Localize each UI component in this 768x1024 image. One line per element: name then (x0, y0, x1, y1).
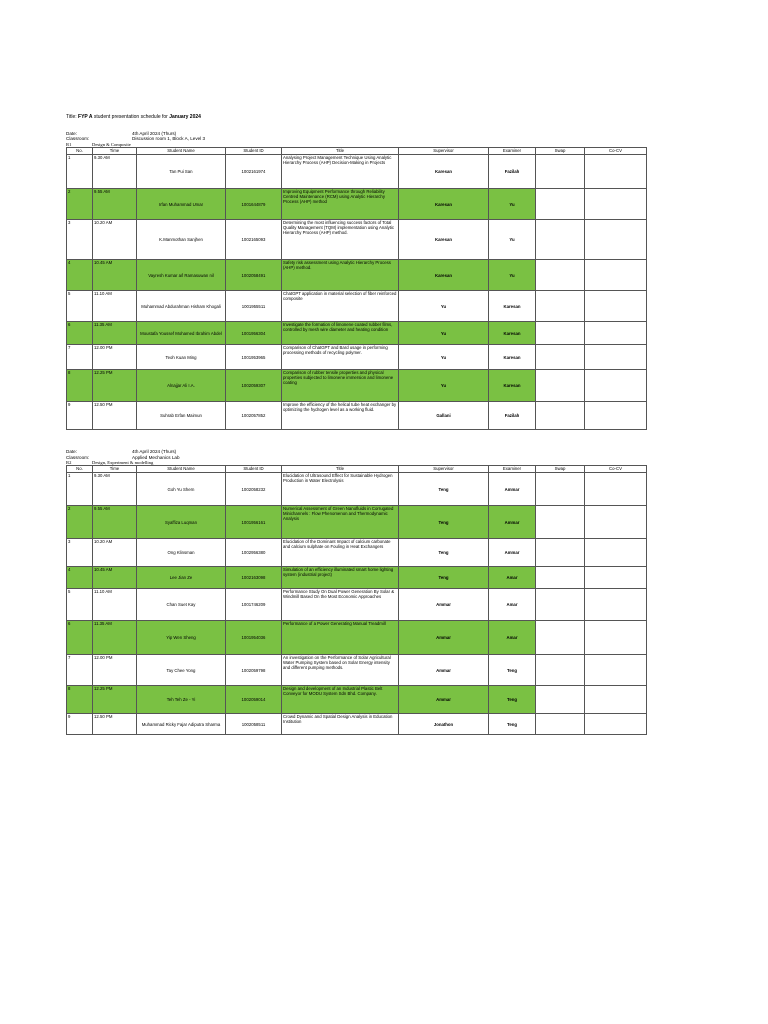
cell-supervisor: Ammar (399, 655, 489, 686)
column-header-student-id: Student ID (226, 148, 282, 155)
cell-project-title: Comparison of ChatGPT and Bard usage in performing processing methods of recycling polymer. (282, 345, 399, 370)
cell-student-id: 1001954036 (226, 621, 282, 655)
cell-co-cv (585, 370, 647, 402)
cell-student-name: Muhammad Ricky Fajar Adiputra Sharma (137, 714, 226, 735)
cell-student-id: 1002058491 (226, 260, 282, 291)
cell-student-name: Irfan Muhammad Umar (137, 189, 226, 220)
table-row (67, 260, 647, 291)
cell-student-id: 1001956161 (226, 506, 282, 539)
cell-student-id: 1002058511 (226, 714, 282, 735)
cell-time: 12.50 PM (93, 714, 137, 735)
cell-project-title: Investigate the formation of limonene coated rubber films, controlled by mesh wire diameter and heating condition (282, 322, 399, 345)
cell-time: 9.55 AM (93, 506, 137, 539)
cell-supervisor: Ammar (399, 686, 489, 714)
cell-supervisor: Gallani (399, 402, 489, 430)
cell-time: 9.30 AM (93, 473, 137, 506)
sections-container (66, 131, 646, 735)
schedule-table (66, 465, 647, 735)
cell-student-id: 1001644879 (226, 189, 282, 220)
cell-supervisor: Teng (399, 473, 489, 506)
cell-co-cv (585, 567, 647, 589)
cell-supervisor: Yu (399, 345, 489, 370)
table-body (67, 473, 647, 735)
cell-co-cv (585, 322, 647, 345)
cell-project-title: An investigation on the Performance of Solar Agricultural Water Pumping System based on Solar Energy intensity and different pumping methods. (282, 655, 399, 686)
cell-supervisor: Karesan (399, 220, 489, 260)
schedule-section-1 (66, 131, 646, 430)
table-row (67, 714, 647, 735)
schedule-table (66, 147, 647, 430)
cell-time: 11.10 AM (93, 589, 137, 621)
cell-student-name: Yip Wen Sheng (137, 621, 226, 655)
cell-time: 9.30 AM (93, 155, 137, 189)
cell-examiner: Amar (489, 589, 536, 621)
cell-time: 12.00 PM (93, 655, 137, 686)
room-description: Design, Experiment & modelling (92, 459, 154, 465)
cell-student-name: Teoh Kuan Ming (137, 345, 226, 370)
cell-project-title: Performance of a Power Generating Manual Treadmill (282, 621, 399, 655)
table-row (67, 506, 647, 539)
cell-co-cv (585, 621, 647, 655)
room-code: R1 (66, 141, 72, 147)
cell-no: 8 (67, 370, 93, 402)
cell-student-name: Lee Jian Ze (137, 567, 226, 589)
cell-student-id: 1002165093 (226, 220, 282, 260)
cell-no: 1 (67, 473, 93, 506)
cell-student-name: Teh Teh Ze - Yi (137, 686, 226, 714)
table-row (67, 291, 647, 322)
cell-examiner: Ammar (489, 539, 536, 567)
cell-examiner: Teng (489, 655, 536, 686)
section-meta (66, 449, 646, 465)
schedule-page (66, 114, 646, 735)
title-bold-fyp: FYP A (78, 114, 93, 120)
cell-swap (536, 291, 585, 322)
date-label: Date: (66, 449, 77, 455)
cell-no: 6 (67, 621, 93, 655)
cell-student-id: 1002956380 (226, 539, 282, 567)
cell-swap (536, 189, 585, 220)
cell-swap (536, 345, 585, 370)
cell-swap (536, 473, 585, 506)
table-row (67, 686, 647, 714)
column-header-supervisor: Supervisor (399, 148, 489, 155)
cell-time: 9.55 AM (93, 189, 137, 220)
date-value: 4th April 2024 (Thurs) (132, 449, 177, 455)
cell-co-cv (585, 220, 647, 260)
cell-time: 10.20 AM (93, 220, 137, 260)
cell-project-title: Design and development of an Industrial Plastic Belt Conveyor for MODU System Sdn Bhd. Company. (282, 686, 399, 714)
column-header-examiner: Examiner (489, 148, 536, 155)
table-row (67, 655, 647, 686)
cell-time: 11.35 AM (93, 621, 137, 655)
table-row (67, 567, 647, 589)
cell-student-id: 1002057852 (226, 402, 282, 430)
cell-student-name: Syaffiza Luqman (137, 506, 226, 539)
cell-examiner: Karesan (489, 322, 536, 345)
column-header-project-title: Title (282, 466, 399, 473)
cell-no: 2 (67, 189, 93, 220)
column-header-swap: Swap (536, 466, 585, 473)
cell-examiner: Teng (489, 714, 536, 735)
date-value: 4th April 2024 (Thurs) (132, 131, 177, 136)
table-row (67, 402, 647, 430)
cell-student-name: Vayresh Kumar a/l Ramasuwan nil (137, 260, 226, 291)
cell-no: 9 (67, 402, 93, 430)
table-row (67, 473, 647, 506)
cell-no: 9 (67, 714, 93, 735)
cell-project-title: Performance Study On Dual Power Generation By Solar & Windmill Based On the Most Economic Approaches (282, 589, 399, 621)
cell-time: 10.45 AM (93, 260, 137, 291)
cell-co-cv (585, 473, 647, 506)
cell-swap (536, 506, 585, 539)
title-prefix: Title: (66, 114, 79, 120)
cell-examiner: Ammar (489, 506, 536, 539)
cell-supervisor: Yu (399, 370, 489, 402)
classroom-value: Applied Mechanics Lab (132, 454, 180, 460)
section-meta (66, 131, 646, 147)
cell-co-cv (585, 506, 647, 539)
cell-examiner: Yu (489, 189, 536, 220)
cell-supervisor: Yu (399, 322, 489, 345)
cell-no: 1 (67, 155, 93, 189)
cell-supervisor: Teng (399, 539, 489, 567)
cell-student-id: 1002059307 (226, 370, 282, 402)
column-header-project-title: Title (282, 148, 399, 155)
cell-swap (536, 621, 585, 655)
table-body (67, 155, 647, 430)
table-row (67, 155, 647, 189)
cell-no: 5 (67, 291, 93, 322)
cell-examiner: Karesan (489, 345, 536, 370)
cell-no: 3 (67, 539, 93, 567)
cell-no: 7 (67, 345, 93, 370)
cell-no: 4 (67, 260, 93, 291)
cell-time: 11.35 AM (93, 322, 137, 345)
cell-co-cv (585, 589, 647, 621)
cell-supervisor: Ammar (399, 621, 489, 655)
table-row (67, 220, 647, 260)
column-header-student-name: Student Name (137, 148, 226, 155)
cell-student-name: Chan Suet Kay (137, 589, 226, 621)
cell-swap (536, 155, 585, 189)
schedule-section-2 (66, 449, 646, 735)
cell-student-id: 1002163098 (226, 567, 282, 589)
cell-project-title: Numerical Assessment of Green Nanofluids in Corrugated Minichannels : Flow Phenomenon and Thermodynamic Analysis (282, 506, 399, 539)
cell-no: 7 (67, 655, 93, 686)
cell-co-cv (585, 260, 647, 291)
cell-supervisor: Teng (399, 567, 489, 589)
table-row (67, 189, 647, 220)
cell-time: 12.50 PM (93, 402, 137, 430)
cell-time: 12.25 PM (93, 370, 137, 402)
cell-swap (536, 686, 585, 714)
cell-time: 10.20 AM (93, 539, 137, 567)
cell-no: 2 (67, 506, 93, 539)
title-middle: student presentation schedule for (92, 114, 170, 120)
table-header-row (67, 148, 647, 155)
cell-student-name: Alnajjar Ali I.A. (137, 370, 226, 402)
cell-student-name: Goh Yu Shern (137, 473, 226, 506)
cell-supervisor: Ammar (399, 589, 489, 621)
cell-swap (536, 714, 585, 735)
cell-examiner: Ammar (489, 473, 536, 506)
cell-co-cv (585, 345, 647, 370)
title-bold-month: January 2024 (169, 114, 201, 120)
cell-time: 11.10 AM (93, 291, 137, 322)
cell-examiner: Karesan (489, 370, 536, 402)
cell-student-name: K.Manmothan Sanjhen (137, 220, 226, 260)
column-header-supervisor: Supervisor (399, 466, 489, 473)
cell-no: 3 (67, 220, 93, 260)
cell-co-cv (585, 291, 647, 322)
cell-student-id: 1001956304 (226, 322, 282, 345)
cell-co-cv (585, 686, 647, 714)
cell-no: 6 (67, 322, 93, 345)
cell-student-name: Ong Klinsman (137, 539, 226, 567)
cell-student-name: Muhammad Abdurahman Hisham Khogali (137, 291, 226, 322)
cell-student-id: 1002058232 (226, 473, 282, 506)
cell-no: 4 (67, 567, 93, 589)
cell-supervisor: Karesan (399, 189, 489, 220)
column-header-no: No. (67, 466, 93, 473)
cell-student-id: 1001955511 (226, 291, 282, 322)
cell-student-name: Tay Chee Yong (137, 655, 226, 686)
column-header-student-name: Student Name (137, 466, 226, 473)
table-row (67, 345, 647, 370)
cell-project-title: Improving Equipment Performance through Reliability Centred Maintenance (RCM) using Analytic Hierarchy Process (AHP) method (282, 189, 399, 220)
cell-time: 12.00 PM (93, 345, 137, 370)
column-header-swap: Swap (536, 148, 585, 155)
cell-examiner: Yu (489, 260, 536, 291)
cell-student-id: 1001746209 (226, 589, 282, 621)
column-header-student-id: Student ID (226, 466, 282, 473)
table-row (67, 370, 647, 402)
cell-examiner: Fazilah (489, 155, 536, 189)
cell-student-name: Tan Pui San (137, 155, 226, 189)
cell-no: 5 (67, 589, 93, 621)
cell-supervisor: Karesan (399, 155, 489, 189)
cell-examiner: Yu (489, 220, 536, 260)
cell-swap (536, 567, 585, 589)
cell-swap (536, 539, 585, 567)
cell-student-id: 1002059014 (226, 686, 282, 714)
classroom-label: Classroom: (66, 454, 90, 460)
cell-project-title: Simulation of an efficiency illuminated smart home lighting system (industrial project) (282, 567, 399, 589)
cell-co-cv (585, 155, 647, 189)
cell-swap (536, 655, 585, 686)
cell-time: 12.25 PM (93, 686, 137, 714)
date-label: Date: (66, 131, 77, 136)
cell-swap (536, 220, 585, 260)
cell-co-cv (585, 539, 647, 567)
cell-swap (536, 370, 585, 402)
room-description: Design & Composite (92, 141, 131, 147)
column-header-time: Time (93, 148, 137, 155)
table-row (67, 621, 647, 655)
cell-examiner: Fazilah (489, 402, 536, 430)
cell-supervisor: Yu (399, 291, 489, 322)
room-code: R2 (66, 459, 72, 465)
cell-student-name: Moustafa Youssef Mohamed Ibrahim Abdel (137, 322, 226, 345)
cell-project-title: Improve the efficiency of the helical tube heat exchanger by optimizing the hydrogen level as a working fluid. (282, 402, 399, 430)
cell-student-id: 1001953965 (226, 345, 282, 370)
table-header-row (67, 466, 647, 473)
cell-examiner: Amar (489, 567, 536, 589)
cell-swap (536, 589, 585, 621)
cell-co-cv (585, 714, 647, 735)
cell-supervisor: Karesan (399, 260, 489, 291)
schedule-title (66, 114, 646, 121)
cell-co-cv (585, 655, 647, 686)
cell-supervisor: Jonathon (399, 714, 489, 735)
table-row (67, 322, 647, 345)
cell-student-id: 1002161974 (226, 155, 282, 189)
cell-project-title: Elucidation of Ultrasound Effect for Sustainable Hydrogen Production in Water Electrolysis (282, 473, 399, 506)
cell-time: 10.45 AM (93, 567, 137, 589)
cell-supervisor: Teng (399, 506, 489, 539)
column-header-co-cv: Co-CV (585, 148, 647, 155)
cell-project-title: Analysing Project Management Technique Using Analytic Hierarchy Process (AHP) Decision-Making in Projects (282, 155, 399, 189)
cell-student-id: 1002059798 (226, 655, 282, 686)
classroom-value: Discussion room 1, Block A, Level 3 (132, 136, 206, 142)
cell-project-title: Determining the most influencing success factors of Total Quality Management (TQM) implementation using Analytic Hierarchy Process (AHP) method. (282, 220, 399, 260)
cell-examiner: Teng (489, 686, 536, 714)
cell-examiner: Amar (489, 621, 536, 655)
cell-project-title: Elucidation of the Dominant Impact of calcium carbonate and calcium sulphate on Fouling in Heat Exchangers (282, 539, 399, 567)
column-header-examiner: Examiner (489, 466, 536, 473)
cell-student-name: Suhrab Erfan Maimun (137, 402, 226, 430)
column-header-time: Time (93, 466, 137, 473)
column-header-co-cv: Co-CV (585, 466, 647, 473)
classroom-label: Classroom: (66, 136, 90, 142)
cell-co-cv (585, 402, 647, 430)
table-row (67, 589, 647, 621)
table-row (67, 539, 647, 567)
cell-co-cv (585, 189, 647, 220)
cell-examiner: Karesan (489, 291, 536, 322)
cell-no: 8 (67, 686, 93, 714)
cell-project-title: ChatGPT application in material selection of fiber reinforced composite (282, 291, 399, 322)
cell-project-title: Crowd Dynamic and Spatial Design Analysis in Education Institution (282, 714, 399, 735)
cell-swap (536, 402, 585, 430)
cell-swap (536, 260, 585, 291)
cell-project-title: Safety risk assessment using Analytic Hierarchy Process (AHP) method. (282, 260, 399, 291)
cell-swap (536, 322, 585, 345)
column-header-no: No. (67, 148, 93, 155)
cell-project-title: Comparison of rubber tensile properties and physical properties subjected to limonene immersion and limonene coating (282, 370, 399, 402)
